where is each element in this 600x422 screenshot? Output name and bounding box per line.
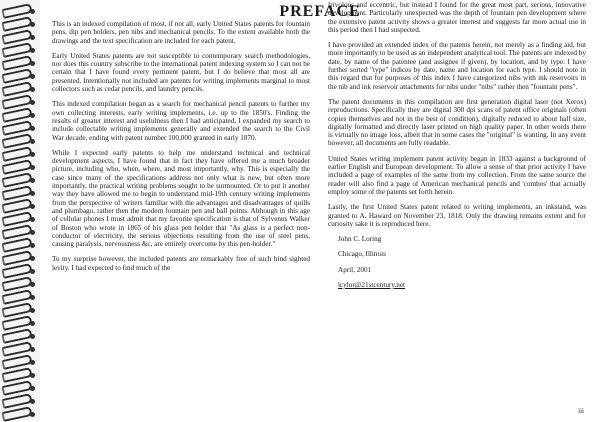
binding-hole [30, 308, 35, 313]
signature-block [338, 235, 586, 289]
author-date: April, 2001 [338, 265, 372, 274]
author-name: John C. Loring [338, 235, 382, 244]
binding-hole [30, 139, 35, 144]
binding-hole [30, 399, 35, 404]
binding-hole [30, 22, 35, 27]
binding-hole [30, 126, 35, 131]
page-number: iii [578, 407, 584, 415]
document-page [44, 0, 596, 420]
paragraph: Lastly, the first United States patent related to writing implements, an inkstand, was granted to A. Haward on November 23, 1818. Only the drawing remains extent and for curiosity sake it is reproduced here. [328, 203, 586, 228]
binding-hole [30, 165, 35, 170]
binding-hole [30, 113, 35, 118]
paragraph: United States writing implement patent activity began in 1833 against a background of earlier English and European development. To allow a sense of that prior activity I have included a page of examples of the same from my collection. From the same source the reader will also find a page of American mechanical pencils and 'combos' that actually employ some of the patents set forth herein. [328, 154, 586, 196]
spiral-binding [0, 0, 40, 420]
paragraph: This is an indexed compilation of most, if not all, early United States patents for fountain pens, dip pen holders, pen nibs and mechanical pencils. To the extent available both the drawings and the text specification are included for each patent. [52, 20, 310, 45]
binding-hole [30, 243, 35, 248]
binding-hole [30, 334, 35, 339]
paragraph: Early United States patents are not susceptible to contemporary search methodologies, nor does this country subscribe to the international patent indexing system so I can not be certain that I have found every pertinent patent, but I do believe that most all are presented. Intentionally not included are patents for writing implements marginal to most collectors such as cedar pencils, and laundry pencils. [52, 51, 310, 94]
binding-hole [30, 9, 35, 14]
binding-hole [30, 282, 35, 287]
binding-hole [30, 386, 35, 391]
binding-hole [30, 87, 35, 92]
paragraph: While I expected early patents to help me understand technical and technical development aspects, I have found that in fact they have offered me a much broader picture, including who, when, where, and most importantly, why. This is especially the case since many of the specifications address not only what is new, but often more importantly, the practical writing problems sought to be surmounted. Or to put it another way they have allowed me to begin to understand mid-19th century writing implements from the perspective of writers familiar with the advantages and disadvantages of quills and plumbago, rather then the modern fountain pen and ball points. Although in this age of cellular phones I must admit that my favorite specification is that of Sylvenus Walker of Boston who wrote in 1865 of his glass pen holder that "As glass is a perfect non-conductor of electricity, the serious objections resulting from the use of steel pens, causing paralysis, nervousness &c, are entirely overcome by this pen-holder." [52, 148, 310, 249]
left-column [52, 20, 310, 279]
binding-hole [30, 230, 35, 235]
paragraph: I have provided an extended index of the patents herein, not merely as a finding aid, but more importantly to be used as an independent analytical tool. The patents are indexed by date, by name of the patentee (and assignee if given), by location, and by type. I have further sorted "type" indices by date, name and location for each type. I should note in this regard that for purposes of this index I have categorized nibs with ink reservoirs in the nib and ink reservoir attachments for nibs under "nibs" rather then "fountain pens". [328, 41, 586, 91]
author-email: lcylor@21stcentury.net [338, 281, 406, 290]
binding-hole [30, 48, 35, 53]
binding-hole [30, 412, 35, 417]
binding-hole [30, 61, 35, 66]
paragraph: The patent documents in this compilation are first generation digital laser (not Xerox) reproductions. Specifically they are digital 300 dpi scans of patent office originals (often copies themselves and not in the best of condition), digitally reduced to about half size, digitally formatted and directly laser printed on high quality paper. In other words there is virtually no image loss, albeit that in some cases the "original" is wanting. In any event however, all documents are fully readable. [328, 97, 586, 148]
right-column [328, 1, 586, 296]
binding-hole [30, 100, 35, 105]
binding-hole [30, 35, 35, 40]
page-title: PREFACE [279, 3, 361, 20]
binding-hole [30, 178, 35, 183]
binding-hole [30, 256, 35, 261]
binding-hole [30, 204, 35, 209]
paragraph: To my surprise however, the included patents are remarkably free of such hind sighted levity. I had expected to find much of the [52, 255, 310, 272]
binding-hole [30, 347, 35, 352]
binding-hole [30, 152, 35, 157]
binding-hole [30, 295, 35, 300]
binding-hole [30, 217, 35, 222]
binding-hole [30, 191, 35, 196]
paragraph: frivolous and eccentric, but instead I found for the great most part, serious, innovative development. Particularly unexpected was the depth of fountain pen development where the extensive patent activity shows a greater interest and suggests far more actual use in this period then I had suspected. [328, 1, 586, 34]
binding-hole [30, 269, 35, 274]
binding-hole [30, 360, 35, 365]
binding-hole [30, 74, 35, 79]
author-location: Chicago, Illinois [338, 250, 386, 259]
binding-hole [30, 321, 35, 326]
paragraph: This indexed compilation began as a search for mechanical pencil patents to further my own collecting interests, early writing implements, i.e. up to the 1850's. Finding the results of greater interest and usefulness then I had anticipated, I expanded my search to include collectable writing implements generally and extended the search to the Civil War decade, ending with patent number 100,000 granted in early 1870. [52, 100, 310, 142]
binding-hole [30, 373, 35, 378]
